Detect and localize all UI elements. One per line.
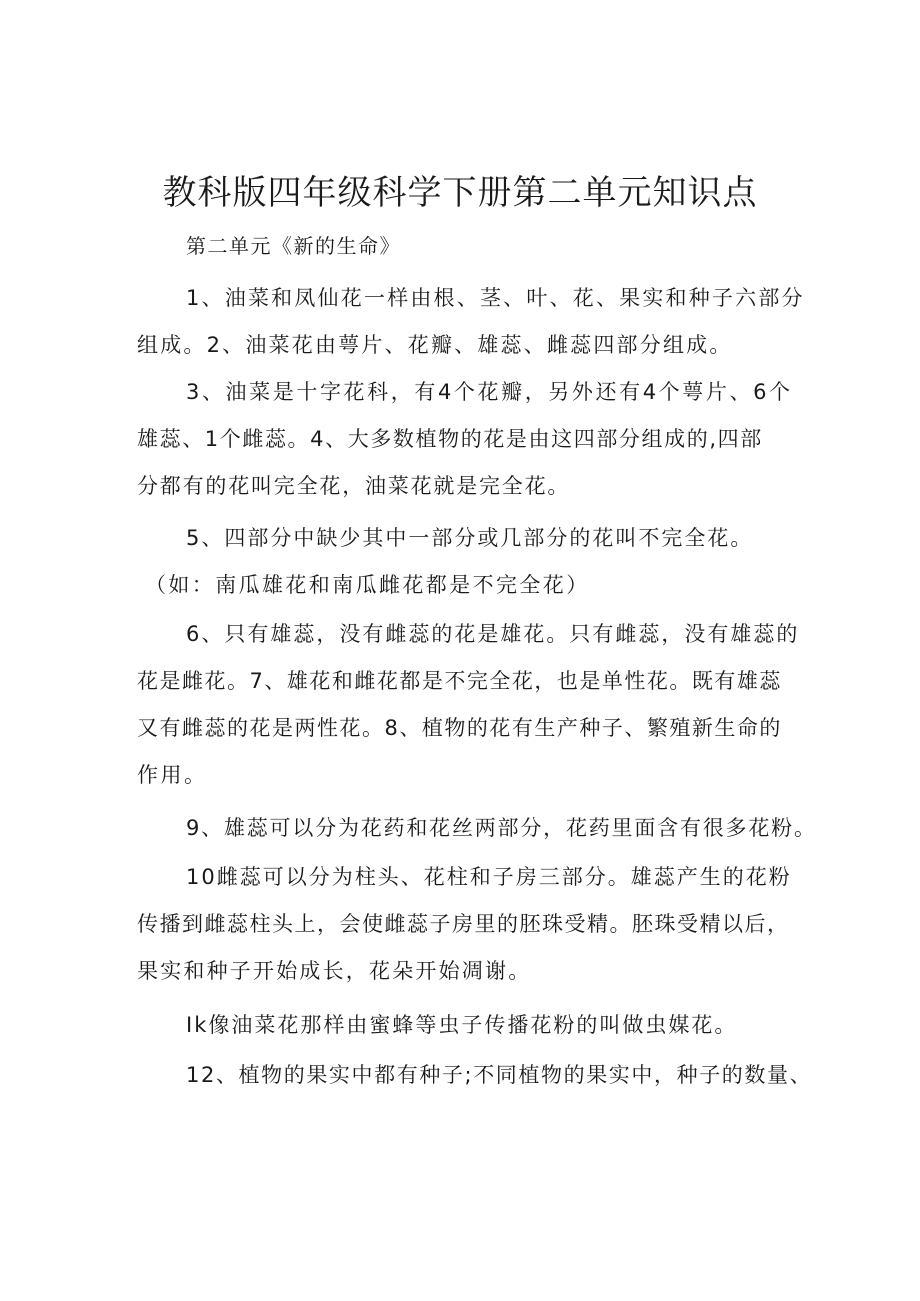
document-title: 教科版四年级科学下册第二单元知识点: [162, 173, 758, 213]
paragraph-line: 分都有的花叫完全花，油菜花就是完全花。: [137, 474, 571, 498]
paragraph-line: 组成。2、油菜花由萼片、花瓣、雄蕊、雌蕊四部分组成。: [137, 333, 733, 357]
paragraph-line: 雄蕊、1个雌蕊。4、大多数植物的花是由这四部分组成的,四部: [137, 427, 763, 451]
paragraph-line: 3、油菜是十字花科，有4个花瓣，另外还有4个萼片、6个: [186, 380, 793, 404]
paragraph-line: 作用。: [137, 763, 208, 787]
paragraph-line: 9、雄蕊可以分为花药和花丝两部分，花药里面含有很多花粉。: [186, 816, 817, 840]
paragraph-line: 5、四部分中缺少其中一部分或几部分的花叫不完全花。: [186, 526, 754, 550]
paragraph-line: 12、植物的果实中都有种子;不同植物的果实中，种子的数量、: [186, 1063, 813, 1087]
paragraph-line: 1、油菜和凤仙花一样由根、茎、叶、花、果实和种子六部分: [186, 286, 805, 310]
paragraph-line: 果实和种子开始成长，花朵开始凋谢。: [137, 959, 532, 983]
section-heading: 第二单元《新的生命》: [186, 234, 401, 258]
paragraph-line: （如：南瓜雄花和南瓜雌花都是不完全花）: [145, 573, 590, 597]
paragraph-line: Ik像油菜花那样由蜜蜂等虫子传播花粉的叫做虫媒花。: [186, 1013, 738, 1037]
paragraph-line: 花是雌花。7、雄花和雌花都是不完全花，也是单性花。既有雄蕊: [137, 669, 782, 693]
paragraph-line: 10雌蕊可以分为柱头、花柱和子房三部分。雄蕊产生的花粉: [186, 865, 792, 889]
paragraph-line: 6、只有雄蕊，没有雌蕊的花是雄花。只有雌蕊，没有雄蕊的: [186, 622, 800, 646]
paragraph-line: 又有雌蕊的花是两性花。8、植物的花有生产种子、繁殖新生命的: [137, 716, 782, 740]
paragraph-line: 传播到雌蕊柱头上，会使雌蕊子房里的胚珠受精。胚珠受精以后，: [137, 912, 790, 936]
